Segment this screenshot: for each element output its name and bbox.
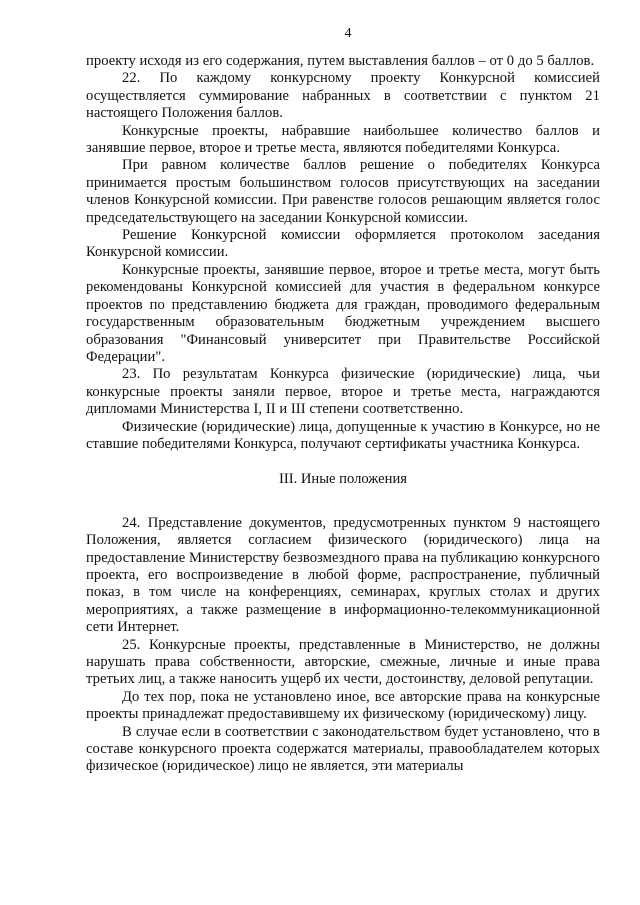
section-heading: III. Иные положения [279, 471, 407, 488]
paragraph-equal-votes: При равном количестве баллов решение о победителях Конкурса принимается простым большинством голосов присутствующих на заседании членов Конкурсной комиссии. При равенстве голосов решающим является голос председательствующего на заседании Конкурсной комиссии. [86, 157, 600, 226]
paragraph-item-25: 25. Конкурсные проекты, представленные в Министерство, не должны нарушать права собственности, авторские, смежные, личные и иные права третьих лиц, а также наносить ущерб их чести, достоинству, деловой репутации. [86, 636, 600, 688]
paragraph-item-24: 24. Представление документов, предусмотренных пунктом 9 настоящего Положения, является согласием физического (юридического) лица на предоставление Министерству безвозмездного права на публикацию конкурсного проекта, его воспроизведение в любой форме, распространение, публичный показ, в том числе на конференциях, семинарах, круглых столах и других мероприятиях, а также размещение в информационно-телекоммуникационной сети Интернет. [86, 514, 600, 636]
body-before-heading [86, 53, 600, 453]
page-number: 4 [344, 26, 352, 41]
paragraph-item-23: 23. По результатам Конкурса физические (юридические) лица, чьи конкурсные проекты заняли первое, второе и третье места, награждаются дипломами Министерства I, II и III степени соответственно. [86, 366, 600, 418]
body-after-heading [86, 515, 600, 776]
paragraph-protocol: Решение Конкурсной комиссии оформляется протоколом заседания Конкурсной комиссии. [86, 227, 600, 261]
paragraph-item-22: 22. По каждому конкурсному проекту Конкурсной комиссией осуществляется суммирование набранных в соответствии с пунктом 21 настоящего Положения баллов. [86, 70, 600, 122]
paragraph-third-party-materials: В случае если в соответствии с законодательством будет установлено, что в составе конкурсного проекта содержатся материалы, правообладателем которых физическое (юридическое) лицо не является, эти материалы [86, 723, 600, 775]
paragraph-copyright: До тех пор, пока не установлено иное, все авторские права на конкурсные проекты принадлежат предоставившему их физическому (юридическому) лицу. [86, 688, 600, 723]
paragraph-continuation: проекту исходя из его содержания, путем выставления баллов – от 0 до 5 баллов. [86, 53, 595, 69]
paragraph-winners: Конкурсные проекты, набравшие наибольшее количество баллов и занявшие первое, второе и третье места, являются победителями Конкурса. [86, 122, 600, 157]
paragraph-federal-contest: Конкурсные проекты, занявшие первое, второе и третье места, могут быть рекомендованы Конкурсной комиссией для участия в федеральном конкурсе проектов по представлению бюджета для граждан, проводимого федеральным государственным образовательным бюджетным учреждением высшего образования "Финансовый университет при Правительстве Российской Федерации". [86, 261, 600, 365]
paragraph-certificates: Физические (юридические) лица, допущенные к участию в Конкурсе, но не ставшие победителями Конкурса, получают сертификаты участника Конкурса. [86, 418, 600, 452]
